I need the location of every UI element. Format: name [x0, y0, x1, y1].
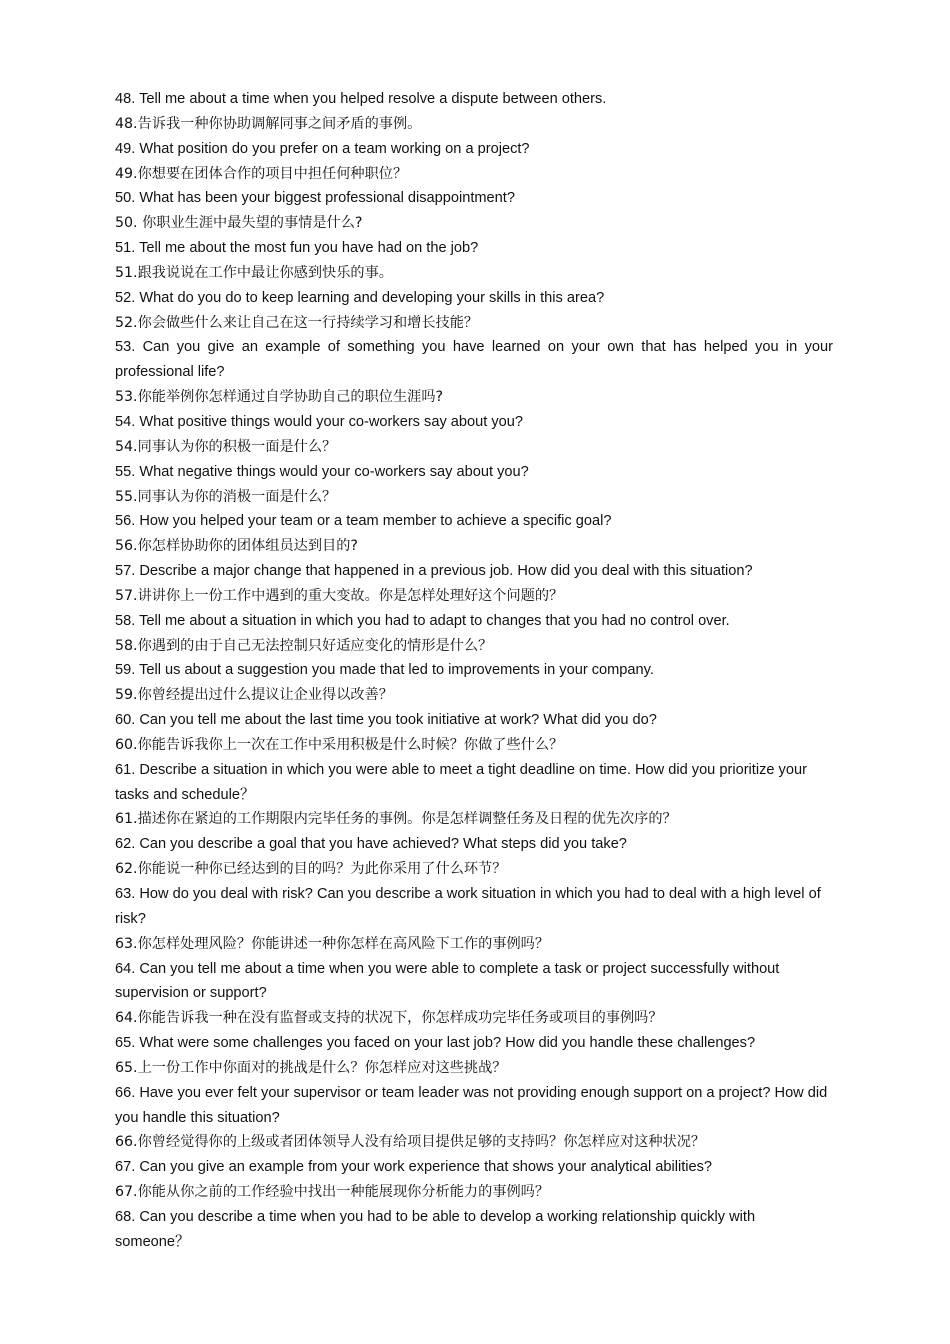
question-line-chinese: 52.你会做些什么来让自己在这一行持续学习和增长技能？ — [115, 314, 479, 331]
question-line-english: 55. What negative things would your co-workers say about you? — [115, 463, 529, 480]
question-line-english: 57. Describe a major change that happened in a previous job. How did you deal with this situation? — [115, 563, 753, 580]
question-line-english: 49. What position do you prefer on a team working on a project? — [115, 140, 530, 157]
question-line-english: 53. Can you give an example of something you have learned on your own that has helped you in your professional life? — [115, 339, 833, 381]
question-line-chinese: 53.你能举例你怎样通过自学协助自己的职位生涯吗? — [115, 389, 444, 406]
question-line-english: 51. Tell me about the most fun you have had on the job? — [115, 240, 479, 257]
question-line-chinese: 64.你能告诉我一种在没有监督或支持的状况下，你怎样成功完毕任务或项目的事例吗？ — [115, 1010, 663, 1027]
question-line-chinese: 67.你能从你之前的工作经验中找出一种能展现你分析能力的事例吗？ — [115, 1184, 550, 1201]
question-line-english: 58. Tell me about a situation in which you had to adapt to changes that you had no control over. — [115, 612, 730, 629]
question-line-english: 60. Can you tell me about the last time you took initiative at work? What did you do? — [115, 712, 657, 729]
question-line-chinese: 48.告诉我一种你协助调解同事之间矛盾的事例。 — [115, 115, 422, 132]
question-line-english: 62. Can you describe a goal that you have achieved? What steps did you take? — [115, 836, 627, 853]
question-line-chinese: 57.讲讲你上一份工作中遇到的重大变故。你是怎样处理好这个问题的？ — [115, 587, 564, 604]
question-line-english: 56. How you helped your team or a team member to achieve a specific goal? — [115, 513, 612, 530]
question-line-english: 50. What has been your biggest professional disappointment? — [115, 190, 515, 207]
question-line-english: 54. What positive things would your co-workers say about you? — [115, 413, 524, 430]
question-line-english: 59. Tell us about a suggestion you made that led to improvements in your company. — [115, 662, 654, 679]
question-line-chinese: 56.你怎样协助你的团体组员达到目的? — [115, 538, 358, 555]
question-line-english: 66. Have you ever felt your supervisor or team leader was not providing enough support on a project? How did you handle this situation? — [115, 1084, 828, 1126]
question-line-chinese: 61.描述你在紧迫的工作期限内完毕任务的事例。你是怎样调整任务及日程的优先次序的？ — [115, 811, 677, 828]
question-line-english: 63. How do you deal with risk? Can you describe a work situation in which you had to deal with a high level of risk? — [115, 886, 821, 927]
question-line-chinese: 50. 你职业生涯中最失望的事情是什么? — [115, 215, 363, 232]
question-line-chinese: 62.你能说一种你已经达到的目的吗？为此你采用了什么环节？ — [115, 861, 507, 878]
question-line-chinese: 55.同事认为你的消极一面是什么？ — [115, 488, 337, 505]
question-line-english: 68. Can you describe a time when you had to be able to develop a working relationship quickly with someone？ — [115, 1208, 756, 1250]
document-page — [115, 87, 833, 1255]
question-line-chinese: 54.同事认为你的积极一面是什么？ — [115, 438, 337, 455]
question-line-chinese: 60.你能告诉我你上一次在工作中采用积极是什么时候？你做了些什么？ — [115, 736, 564, 753]
question-line-chinese: 66.你曾经觉得你的上级或者团体领导人没有给项目提供足够的支持吗？你怎样应对这种状况？ — [115, 1134, 706, 1151]
question-line-chinese: 59.你曾经提出过什么提议让企业得以改善？ — [115, 687, 393, 704]
question-line-chinese: 65.上一份工作中你面对的挑战是什么？你怎样应对这些挑战？ — [115, 1059, 507, 1076]
question-line-chinese: 58.你遇到的由于自己无法控制只好适应变化的情形是什么？ — [115, 637, 493, 654]
question-line-chinese: 49.你想要在团体合作的项目中担任何种职位？ — [115, 165, 408, 182]
question-line-english: 65. What were some challenges you faced on your last job? How did you handle these challenges? — [115, 1035, 756, 1052]
question-line-chinese: 51.跟我说说在工作中最让你感到快乐的事。 — [115, 264, 393, 281]
question-line-english: 52. What do you do to keep learning and developing your skills in this area? — [115, 289, 605, 306]
question-line-chinese: 63.你怎样处理风险？你能讲述一种你怎样在高风险下工作的事例吗？ — [115, 935, 550, 952]
question-line-english: 48. Tell me about a time when you helped resolve a dispute between others. — [115, 91, 607, 107]
question-line-english: 67. Can you give an example from your work experience that shows your analytical abilities? — [115, 1159, 713, 1176]
question-line-english: 64. Can you tell me about a time when you were able to complete a task or project successfully without supervision or support? — [115, 960, 780, 1002]
question-line-english: 61. Describe a situation in which you were able to meet a tight deadline on time. How did you prioritize your tasks and schedule？ — [115, 761, 807, 803]
